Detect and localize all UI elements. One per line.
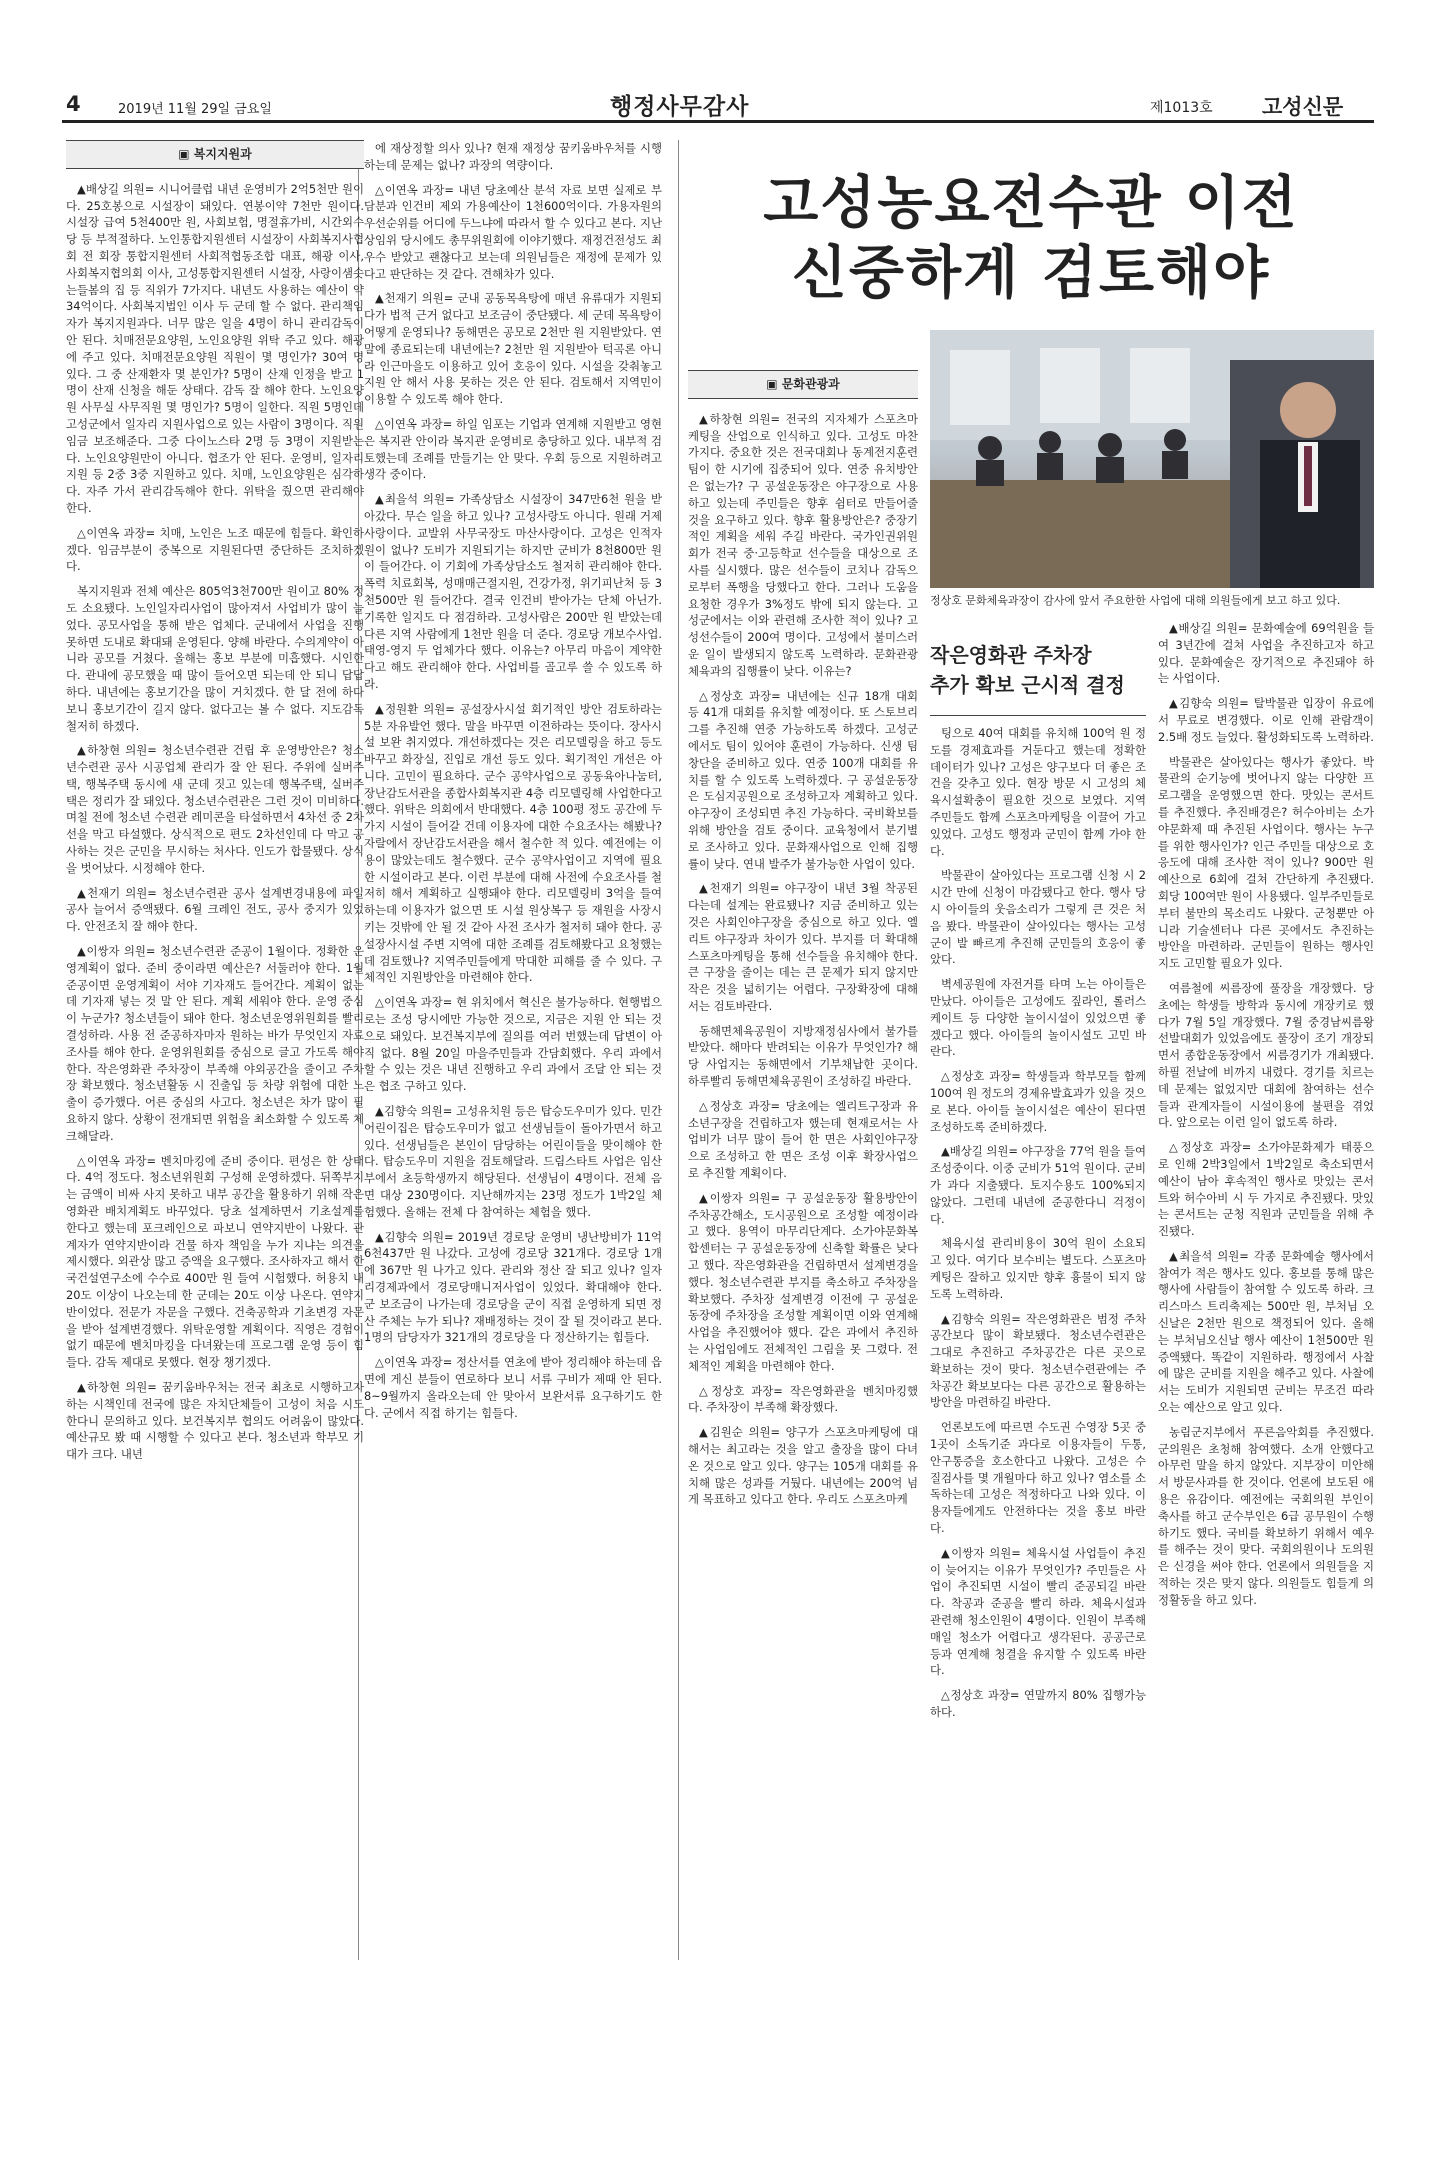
- column-divider: [678, 140, 679, 1960]
- issue-number: 제1013호: [1150, 100, 1213, 116]
- page-number: 4: [66, 92, 81, 116]
- article-column-1: [66, 140, 364, 1950]
- paragraph: ▲김향숙 의원= 고성유치원 등은 탑승도우미가 있다. 민간어린이집은 탑승도우미가 없고 선생님들이 돌아가면서 하고 있다. 선생님들은 본인이 담당하는 어린이들을 맞이해야 한다. 탑승도우미 지원을 검토해달라. 드림스타트 사업은 임산부에서 초등학생까지 해당된다. 선생님이 4명이다. 전체 음면 대상 230명이다. 지난해까지는 23명 정도가 1박2일 체험했다. 올해는 전체 다 참여하는 체험을 했다.: [364, 1104, 662, 1219]
- paragraph: △이연옥 과장= 벤치마킹에 준비 중이다. 편성은 한 상태다. 4억 정도다. 청소년위원회 구성해 운영하겠다. 뒤쪽부지는 금액이 비싸 사지 못하고 내부 공간을 활용하기 위해 작은 영화관 배치계획도 바꾸었다. 당초 설계하면서 기초설계를 한다고 했는데 포크레인으로 파보니 연약지반이 나왔다. 관계자가 연약지반이라 건물 하자 책임을 누가 지냐는 의견을 제시했다. 외관상 많고 증액을 요구했다. 조사하자고 해서 한국건설연구소에 수수료 400만 원 들여 시험했다. 허용치 내 20도 이상이 나오는데 한 군데는 20도 이상 나온다. 연약지반이었다. 전문가 자문을 구했다. 건축공학과 기초변경 자문을 받아 설계변경했다. 위탁운영할 계획이다. 직영은 경험이 없기 때문에 벤치마킹을 다녀왔는데 프로그램 운영 등이 힘들다. 감독 제대로 못했다. 현장 챙기겠다.: [66, 1153, 364, 1370]
- article-column-5: [1158, 620, 1374, 1960]
- paragraph: ▲김향숙 의원= 탈박물관 입장이 유료에서 무료로 변경했다. 이로 인해 관람객이 2.5배 정도 늘었다. 활성화되도록 노력하라.: [1158, 696, 1374, 744]
- paragraph: 여름철에 씨름장에 풀장을 개장했다. 당초에는 학생들 방학과 동시에 개장키로 했다가 7월 5일 개장했다. 7월 중경남씨름왕 선발대회가 있었음에도 풀장이 조기 개장되면서 종합운동장에서 씨름경기가 개최됐다. 하필 전날에 비까지 내렸다. 경기를 치르는데 문제는 없었지만 대회에 참여하는 선수들과 관계자들이 시설이용에 불편을 겪었다. 앞으로는 이런 일이 없도록 하라.: [1158, 980, 1374, 1130]
- paragraph: ▲천재기 의원= 청소년수련관 공사 설계변경내용에 파일공사 늘어서 증액됐다. 6월 크레인 전도, 공사 중지가 있었다. 안전조치 잘 해야 한다.: [66, 885, 364, 934]
- paragraph: ▲김향숙 의원= 2019년 경로당 운영비 냉난방비가 11억6천437만 원 나갔다. 고성에 경로당 321개다. 경로당 1개에 367만 원 나가고 있다. 관리와 정산 잘 되고 있나? 일자리경제과에서 경로당매니저사업이 있었다. 확대해야 한다. 군 보조금이 나가는데 경로당을 군이 직접 운영하게 되면 정산 주체는 누가 되나? 재배정하는 것이 잘 될 것이라고 본다. 1명의 담당자가 321개의 경로당을 다 정산하기는 힘들다.: [364, 1229, 662, 1345]
- paragraph: 농림군지부에서 푸른음악회를 추진했다. 군의원은 초청해 참여했다. 소개 안했다고 아무런 말을 하지 않았다. 지부장이 미안해서 방문사과를 한 것이다. 언론에 보도된 애용은 유감이다. 예전에는 국회의원 부인이 축사를 하고 군수부인은 6급 공무원이 수행하기도 했다. 국비를 확보하기 위해서 예우를 해주는 것이 맞다. 국회의원이나 도의원은 신경을 써야 한다. 언론에서 의원들을 지적하는 것은 맞지 않다. 의원들도 힘들게 의정활동을 하고 있다.: [1158, 1424, 1374, 1607]
- photo-caption: 정상호 문화체육과장이 감사에 앞서 주요한한 사업에 대해 의원들에게 보고 하고 있다.: [930, 594, 1341, 607]
- paragraph: 벽세공원에 자전거를 타며 노는 아이들은 만났다. 아이들은 고성에도 짚라인, 롤러스케이트 등 다양한 놀이시설이 있었으면 좋겠다고 했다. 아이들의 놀이시설도 고민 바란다.: [930, 977, 1146, 1059]
- paragraph: △정상호 과장= 작은영화관을 벤치마킹했다. 주차장이 부족해 확장했다.: [688, 1383, 918, 1415]
- subheadline-rule: [930, 715, 1146, 716]
- paragraph: △정상호 과장= 당초에는 엘리트구장과 유소년구장을 건립하고자 했는데 현재로서는 사업비가 너무 많이 들어 한 면은 사회인야구장으로 조성하고 한 면은 조성 이후 확장사업으로 추진할 계획이다.: [688, 1098, 918, 1181]
- paragraph: ▲배상길 의원= 문화예술에 69억원을 들여 3년간에 걸쳐 사업을 추진하고자 하고 있다. 문화예술은 장기적으로 추진돼야 하는 사업이다.: [1158, 621, 1374, 686]
- subheadline: [930, 640, 1146, 700]
- paragraph: △정상호 과장= 소가야문화제가 태풍으로 인해 2박3일에서 1박2일로 축소되면서 예산이 남아 후속적인 행사로 맛있는 콘서트와 허수아비 시 두 가지로 추진됐다. 맛있는 콘서트는 군청 직원과 군민들을 위해 추진됐다.: [1158, 1140, 1374, 1239]
- paragraph: 동해면체육공원이 지방재정심사에서 불가를 받았다. 해마다 반려되는 이유가 무엇인가? 해당 사업지는 동해면에서 기부채납한 곳이다. 하루빨리 동해면체육공원이 조성하길 바란다.: [688, 1023, 918, 1089]
- paragraph: ▲배상길 의원= 시니어클럽 내년 운영비가 2억5천만 원이다. 25호봉으로 시설장이 돼있다. 연봉이약 7천만 원이다. 시설장 급여 5천400만 원, 사회보험, 명절휴가비, 시간외수당 등 부적절하다. 노인통합지원센터 시설장이 사회복지사협회 전 회장 통합지원센터 사회적협동조합 대표, 해광 이사, 사회복지협의회 이사, 고성통합지원센터 시설장, 사랑이샘솟는들봄의 집 등 직위가 7가지다. 내년도 사용하는 예산이 약 34억이다. 사회복지법인 이사 두 군데 할 수 없다. 관리책임자가 복지지원과다. 너무 많은 일을 4명이 하니 관리감독이 안 된다. 치매전문요양원, 노인요양원 위탁 주고 있다. 해광에 주고 있다. 치매전문요양원 직원이 몇 명인가? 30여 명 있다. 그 중 산재환자 몇 분인가? 5명이 산재 인정을 받고 1명이 산재 신청을 해둔 상태다. 감독 잘 해야 한다. 노인요양원 사무실 사무직원 몇 명인가? 5명이 일한다. 직원 5명인데 고성군에서 일자리 지원사업으로 있는 사람이 3명이다. 직원임금 보조해준다. 그중 다이노스타 2명 등 3명이 지원받는다. 노인요양원만이 아니다. 협조가 안 된다. 운영비, 일자리 지원 등 2중 3중 지원하고 있다. 치매, 노인요양원은 심각하다. 자주 가서 관리감독해야 한다. 위탁을 줬으면 관리해야 한다.: [66, 181, 364, 515]
- paragraph: ▲김원순 의원= 양구가 스포츠마케팅에 대해서는 최고라는 것을 알고 출장을 많이 다녀온 것으로 알고 있다. 양구는 105개 대회를 유치해 많은 성과를 거뒀다. 내년에는 200억 넘게 목표하고 있다고 한다. 우리도 스포츠마케: [688, 1425, 918, 1507]
- paragraph: △정상호 과장= 연말까지 80% 집행가능하다.: [930, 1688, 1146, 1720]
- paragraph: 복지지원과 전체 예산은 805억3천700만 원이고 80% 정도 소요됐다. 노인일자리사업이 많아져서 사업비가 많이 늘었다. 공모사업을 통해 받은 업체다. 군내에서 사업을 진행 못하면 도내로 확대돼 운영된다. 양해 바란다. 수의계약이 아니라 공모를 거쳤다. 올해는 홍보 부분에 미흡했다. 시인한다. 관내에 공모했을 때 많이 들어오면 되는데 안 되니 답답하다. 내년에는 홍보기간을 많이 거치겠다. 한 달 전에 하다 보니 홍보기간이 길지 않다. 없다고는 볼 수 없다. 지도감독 철저히 하겠다.: [66, 584, 364, 733]
- newspaper-name: 고성신문: [1262, 95, 1344, 119]
- paragraph: ▲하창현 의원= 꿈키움바우처는 전국 최초로 시행하고자 하는 시책인데 전국에 많은 자치단체들이 고성이 처음 시도한다니 문의하고 있다. 보건복지부 협의도 어려움이 많았다. 예산규모 봤 때 시행할 수 있다고 본다. 청소년과 학부모 기대가 크다. 내년: [66, 1379, 364, 1462]
- paragraph: ▲최을석 의원= 가족상담소 시설장이 347만6천 원을 받아갔다. 무슨 일을 하고 있나? 고성사랑도 아니다. 원래 거제사랑이다. 교발위 사무국장도 마산사랑이다. 고성은 인적자원이 없나? 도비가 지원되기는 하지만 군비가 8천800만 원이 들어간다. 이 기회에 가족상담소도 철저히 관리해야 한다. 폭력 치료회복, 성매매근절지원, 건강가정, 위기피난처 등 3천500만 원 들어간다. 결국 인건비 받아가는 단체 아닌가. 기록한 일지도 다 점검하라. 고성사람은 200만 원 받았는데 다른 지역 사람에게 1천만 원을 더 준다. 경로당 개보수사업. 태영-영지 두 업체가다 했다. 이유는? 아무리 마음이 계약한다고 해도 관리해야 한다. 사업비를 골고루 쓸 수 있도록 하라.: [364, 492, 662, 691]
- paragraph: ▲천재기 의원= 군내 공동목욕탕에 매년 유류대가 지원되다가 법적 근거 없다고 보조금이 중단됐다. 세 군데 목욕탕이 어떻게 운영되나? 동해면은 공모로 2천만 원 지원받았다. 연말에 종료되는데 내년에는? 2천만 원 지원받아 턱곡론 아니라 인근마을도 이용하고 있어 호응이 있다. 시설을 갖춰놓고 지원 안 해서 사용 못하는 것은 안 된다. 검토해서 지역민이 이용할 수 있도록 해야 한다.: [364, 291, 662, 407]
- article-column-3: [688, 370, 918, 2180]
- paragraph: ▲천재기 의원= 야구장이 내년 3월 착공된다는데 설계는 완료됐나? 지금 준비하고 있는 것은 사회인야구장을 중심으로 하고 있다. 엘리트 야구장과 차이가 있다. 부지를 더 확대해 스포츠마케팅을 통해 선수들을 유치해야 한다. 큰 구장을 줄이는 데는 큰 문제가 되지 않지만 작은 것을 넓히기는 어렵다. 구장확장에 대해서는 검토바란다.: [688, 881, 918, 1013]
- headline-line: 고성농요전수관 이전: [763, 170, 1299, 236]
- paragraph: 박물관이 살아있다는 프로그램 신청 시 2시간 만에 신청이 마감됐다고 한다. 행사 당시 아이들의 웃음소리가 그렇게 큰 것은 처음 봤다. 박물관이 살아있다는 행사는 고성군이 발 빠르게 추진해 군민들의 호응이 좋았다.: [930, 868, 1146, 967]
- section-title: 행정사무감사: [610, 94, 750, 120]
- paragraph: 에 재상정할 의사 있나? 현재 재정상 꿈키움바우처를 시행하는데 문제는 없나? 과장의 역량이다.: [364, 141, 662, 172]
- paragraph: ▲배상길 의원= 야구장을 77억 원을 들여 조성중이다. 이중 군비가 51억 원이다. 군비가 과다 지출됐다. 토지수용도 100%되지 않았다. 그런데 내년에 준공한다니 걱정이다.: [930, 1144, 1146, 1226]
- issue-date: 2019년 11월 29일 금요일: [118, 102, 272, 117]
- headline: [688, 168, 1374, 308]
- paragraph: ▲하창현 의원= 청소년수련관 건립 후 운영방안은? 청소년수련관 공사 시공업체 관리가 잘 안 된다. 주위에 실버주택, 행복주택 동시에 새 군데 짓고 있는데 행복주택, 실버주택은 정리가 잘 돼있다. 청소년수련관은 그런 것이 미비하다. 며칠 전에 청소년 수련관 레미콘을 타설하면서 4차선 중 2차선을 막고 타설했다. 상식적으로 편도 2차선인데 다 막고 공사하는 것은 군민을 무시하는 처사다. 인도가 합물됐다. 상식을 벗어났다. 시정해야 한다.: [66, 743, 364, 875]
- paragraph: △정상호 과장= 학생들과 학부모들 함께 100여 원 정도의 경제유발효과가 있을 것으로 본다. 아이들 놀이시설은 예산이 된다면 조성하도록 준비하겠다.: [930, 1069, 1146, 1134]
- page-header: [0, 0, 1432, 122]
- paragraph: △이연옥 과장= 현 위치에서 혁신은 불가능하다. 현행법으로는 조성 당시에만 가능한 것으로, 지금은 지원 안 되는 것으로 돼있다. 보건복지부에 질의를 여러 번했는데 답변이 아직 없다. 8월 20일 마을주민들과 간담회했다. 우리 과에서 할 수 있는 것은 내년 진행하고 우리 과에서 조달 안 되는 것은 협조 구하고 있다.: [364, 995, 662, 1094]
- paragraph: △정상호 과장= 내년에는 신규 18개 대회 등 41개 대회를 유치할 예정이다. 또 스토브리그를 추진해 연중 가능하도록 하겠다. 고성군에서도 팀이 있어야 훈련이 가능하다. 신생 팀 창단을 준비하고 있다. 연중 100개 대회를 유치를 할 수 있도록 노력하겠다. 구 공설운동장은 도심지공원으로 조성하고자 계획하고 있다. 야구장이 조성되면 추진 가능하다. 국비확보를 위해 방안을 검토 중이다. 교육청에서 분기별로 조사하고 있다. 문화재사업으로 인해 집행률이 낮다. 연내 발주가 불가능한 사업이 있다.: [688, 688, 918, 871]
- meeting-photo-illustration: [930, 330, 1374, 588]
- paragraph: 언론보도에 따르면 수도권 수영장 5곳 중 1곳이 소독기준 과다로 이용자들이 두통, 안구통증을 호소한다고 나왔다. 고성은 수질검사를 몇 개월마다 하고 있나? 염소를 소독하는데 고성은 적정하다고 나와 있다. 이용자들에게도 안전하다는 것을 홍보 바란다.: [930, 1420, 1146, 1536]
- subheadline-line: 작은영화관 주차장: [930, 643, 1092, 667]
- section-label-welfare: ▣ 복지지원과: [66, 140, 364, 169]
- news-photo: [930, 330, 1374, 588]
- paragraph: ▲이쌍자 의원= 구 공설운동장 활용방안이 주차공간해소, 도시공원으로 조성할 예정이라고 했다. 용역이 마무리단계다. 소가야문화복합센터는 구 공설운동장에 신축할 확률은 낮다고 했다. 작은영화관을 건립하면서 설계변경을 했다. 청소년수련관 부지를 축소하고 주차장을 확보했다. 주차장 설계변경 이전에 구 공설운동장에 주차장을 조성할 계획이면 이와 연계해 사업을 추진했어야 했다. 같은 과에서 추진하는 사업임에도 전체적인 그림을 못 그렸다. 전체적인 계획을 마련해야 한다.: [688, 1190, 918, 1373]
- paragraph: ▲이쌍자 의원= 청소년수련관 준공이 1월이다. 정확한 운영계획이 없다. 준비 중이라면 예산은? 서둘러야 한다. 1월 준공이면 운영계획이 서야 기자재도 들어간다. 계획이 없는데 기자재 넣는 것 말 안 된다. 계획 세워야 한다. 운영 중심이 누군가? 청소년들이 돼야 한다. 청소년운영위원회를 빨리 결성하라. 사용 전 준공하자마자 원하는 바가 무엇인지 자료조사를 해야 한다. 운영위원회를 중심으로 글고 가도록 해야 한다. 작은영화관 주차장이 부족해 야외공간을 줄이고 주차장 확보했다. 청소년활동 시 진출입 등 차량 위험에 대한 노출이 증가했다. 어른 중심의 사고다. 청소년은 차가 많이 필요하지 않다. 상황이 전개되면 위험을 최소화할 수 있도록 체크해달라.: [66, 944, 364, 1143]
- paragraph: ▲최을석 의원= 각종 문화예술 행사에서 참여가 적은 행사도 있다. 홍보를 통해 많은 행사에 사람들이 참여할 수 있도록 하라. 크리스마스 트리축제는 500만 원, 부처님 오신날은 2천만 원으로 책정되어 있다. 올해는 부처님오신날 행사 예산이 1천500만 원 증액됐다. 똑같이 지원하라. 행정에서 사찰에 많은 군비를 지원을 해주고 있다. 사찰에서는 도비가 지원되면 군비는 무조건 따라 오는 예산으로 알고 있다.: [1158, 1248, 1374, 1415]
- headline-line: 신중하게 검토해야: [791, 240, 1271, 306]
- paragraph: △이연옥 과장= 하일 임포는 기업과 연계해 지원받고 영현은 복지관 안이라 복지관 운영비로 충당하고 있다. 내부적 검토했는데 조례를 만들기는 안 맞다. 우회 등으로 지원하려고 생각 중이다.: [364, 416, 662, 482]
- subheadline-line: 추가 확보 근시적 결정: [930, 673, 1125, 697]
- section-label-culture: ▣ 문화관광과: [688, 370, 918, 399]
- article-column-4: [930, 725, 1146, 2065]
- paragraph: ▲하창현 의원= 전국의 지자체가 스포츠마케팅을 산업으로 인식하고 있다. 고성도 마찬가지다. 중요한 것은 전국대회나 동계전지훈련 팀이 한 시기에 집중되어 있다. 연중 유치방안은 없는가? 구 공설운동장은 야구장으로 사용하고 있는데 주민들은 향후 쉼터로 만들어줄 것을 요구하고 있다. 향후 활용방안은? 중장기적인 계획을 세워 주길 바란다. 국가인권위원회가 전국 중·고등학교 선수들을 대상으로 조사를 실시했다. 많은 선수들이 코치나 감독으로부터 폭행을 당했다고 한다. 그러나 도움을 요청한 경우가 3%정도 밖에 되지 않는다. 고성군에서는 이와 관련해 조사한 적이 있나? 고성선수들이 200여 명이다. 고성에서 불미스러운 일이 발생되지 않도록 노력하라. 문화관광체육과의 집행률이 낮다. 이유는?: [688, 411, 918, 678]
- paragraph: ▲김향숙 의원= 작은영화관은 범정 주차공간보다 많이 확보됐다. 청소년수련관은 그대로 추진하고 주차공간은 다른 곳으로 확보하는 것이 맞다. 청소년수련관에는 주차공간 확보보다는 다른 공간으로 활용하는 방안을 마련하길 바란다.: [930, 1311, 1146, 1410]
- paragraph: △이연옥 과장= 내년 당초예산 분석 자료 보면 실제로 부담분과 인건비 제외 가용예산이 1천600억이다. 가용자원의 우선순위를 어디에 두느냐에 따라서 할 수 있다고 본다. 지난 상임위 당시에도 총무위원회에 이야기했다. 재정건전성도 최우수 받았고 괜찮다고 보는데 의원님들은 재정에 문제가 있다고 판단하는 것 같다. 견해차가 있다.: [364, 182, 662, 281]
- article-column-2: [364, 140, 662, 1950]
- paragraph: ▲정원환 의원= 공설장사시설 회기적인 방안 검토하라는 5분 자유발언 했다. 말을 바꾸면 이전하라는 뜻이다. 장사시설 보완 취지였다. 개선하겠다는 것은 리모델링을 하고 등도 바꾸고 화장실, 진입로 개선 등도 있다. 획기적인 개선은 아니다. 고민이 필요하다. 군수 공약사업으로 공동육아나눔터, 장난감도서관을 종합사회복지관 4층 리모델링해 사업한다고 했다. 위탁은 의회에서 반대했다. 4층 100평 정도 공간에 두 가지 시설이 들어갈 건데 이용자에 대한 수요조사는 해봤나? 자랄에서 장난감도서관을 해서 철수한 적 있다. 예전에는 이용이 많았는데도 철수했다. 군수 공약사업이고 지역에 필요한 시설이라고 본다. 이런 부분에 대해 사전에 수요조사를 철저히 해서 계획하고 실행돼야 한다. 리모델링비 3억을 들여 하는데 이용자가 없으면 또 시설 원상복구 등 재원을 사장시키는 것밖에 안 될 것 같아 사전 조사가 철저히 돼야 한다. 공설장사시설 주변 지역에 대한 조례를 검토해봤다고 요청했는데 검토했나? 지역주민들에게 막대한 피해를 줄 수 있다. 구체적인 지원방안을 마련해야 한다.: [364, 701, 662, 985]
- paragraph: 체육시설 관리비용이 30억 원이 소요되고 있다. 여기다 보수비는 별도다. 스포츠마케팅은 잘하고 있지만 향후 흉물이 되지 않도록 노력하라.: [930, 1236, 1146, 1301]
- paragraph: 팅으로 40여 대회를 유치해 100억 원 정도를 경제효과를 거둔다고 했는데 정확한 데이터가 있나? 고성은 양구보다 더 좋은 조건을 갖추고 있다. 현장 방문 시 고성의 체육시설확충이 필요한 것으로 보였다. 지역주민들도 함께 스포츠마케팅을 이끌어 가고 있었다. 고성도 행정과 군민이 함께 가야 한다.: [930, 726, 1146, 858]
- paragraph: 박물관은 살아있다는 행사가 좋았다. 박물관의 순기능에 벗어나지 않는 다양한 프로그램을 운영했으면 한다. 맛있는 콘서트를 추진했다. 추진배경은? 허수아비는 소가야문화제 때 추진된 사업이다. 행사는 누구를 위한 행사인가? 인근 주민들 대상으로 호응도에 대해 조사한 적이 있나? 900만 원 예산으로 6회에 걸쳐 간단하게 추진됐다. 회당 100여만 원이 사용됐다. 일부주민들로부터 불만의 목소리도 나왔다. 군청뿐만 아니라 기술센터나 다른 곳에서도 추진하는 방안을 마련하라. 군민들이 원하는 행사인지도 고민할 필요가 있다.: [1158, 754, 1374, 971]
- paragraph: △이연옥 과장= 정산서를 연초에 받아 정리해야 하는데 읍면에 게신 분들이 연로하다 보니 서류 구비가 제때 안 된다. 8~9월까지 올라오는데 안 맞아서 보완서류 요구하기도 한다. 군에서 직접 하기는 힘들다.: [364, 1355, 662, 1420]
- paragraph: ▲이쌍자 의원= 체육시설 사업들이 추진이 늦어지는 이유가 무엇인가? 주민들은 사업이 추진되면 시설이 빨리 준공되길 바란다. 착공과 준공을 빨리 하라. 체육시설과 관련해 청소인원이 4명이다. 인원이 부족해 매일 청소가 어렵다고 생각된다. 공공근로 등과 연계해 청결을 유지할 수 있도록 바란다.: [930, 1545, 1146, 1678]
- paragraph: △이연옥 과장= 치매, 노인은 노조 때문에 힘들다. 확인하겠다. 임금부분이 중복으로 지원된다면 중단하든 조치하겠다.: [66, 525, 364, 574]
- header-rule: [62, 120, 1374, 123]
